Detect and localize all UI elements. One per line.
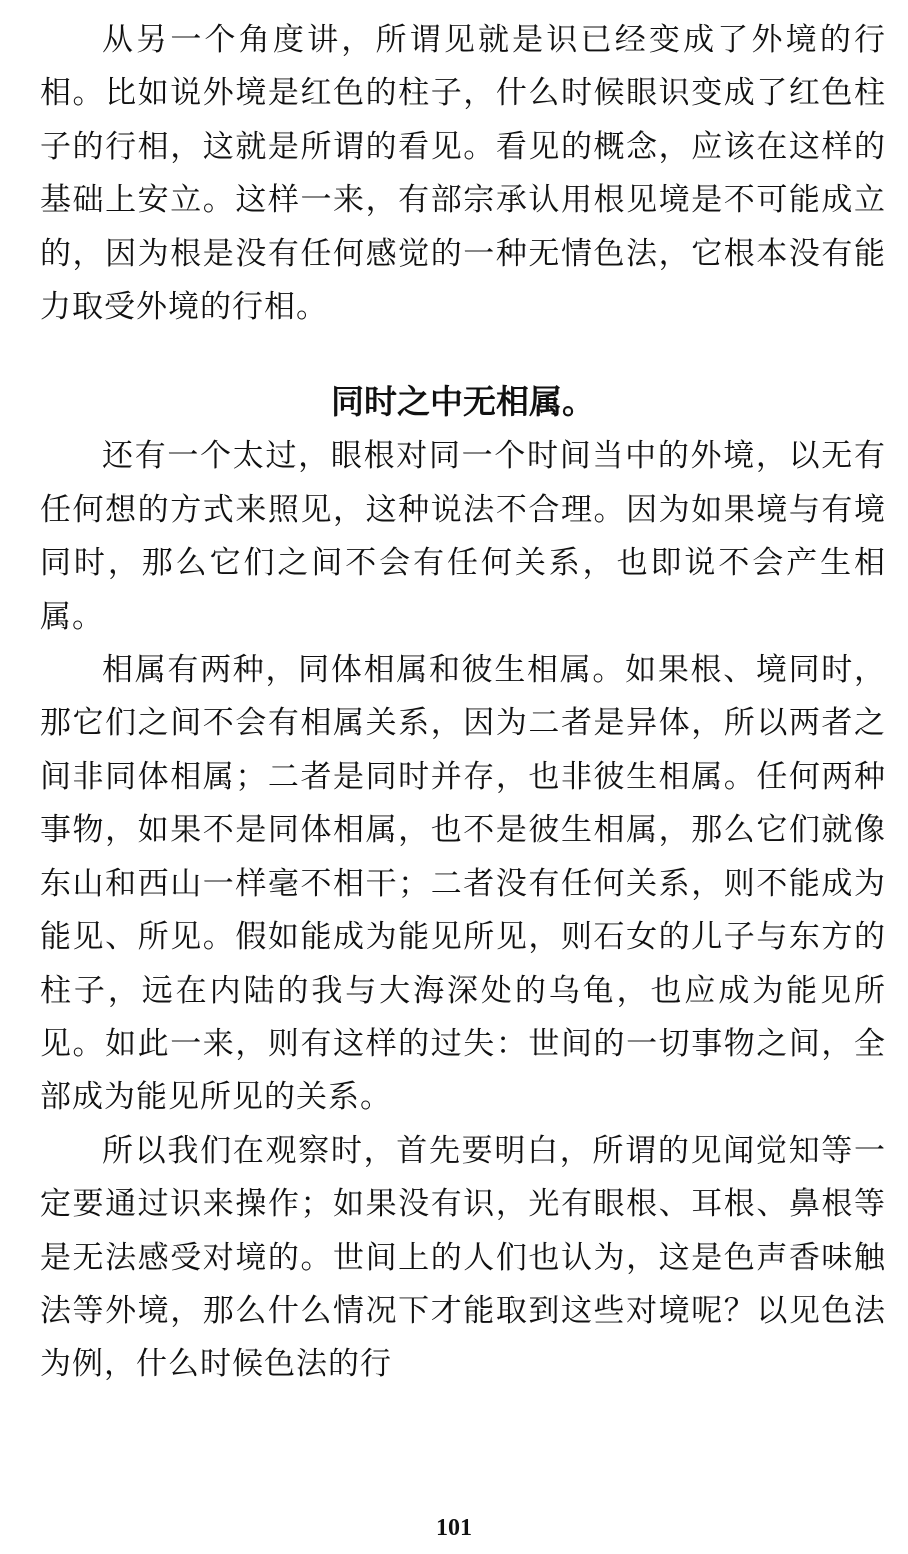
paragraph: 还有一个太过，眼根对同一个时间当中的外境，以无有任何想的方式来照见，这种说法不合理。因为如果境与有境同时，那么它们之间不会有任何关系，也即说不会产生相属。 (40, 438, 886, 635)
paragraph: 从另一个角度讲，所谓见就是识已经变成了外境的行相。比如说外境是红色的柱子，什么时候眼识变成了红色柱子的行相，这就是所谓的看见。看见的概念，应该在这样的基础上安立。这样一来，有部宗承认用根见境是不可能成立的，因为根是没有任何感觉的一种无情色法，它根本没有能力取受外境的行相。 (40, 22, 886, 326)
paragraph: 相属有两种，同体相属和彼生相属。如果根、境同时，那它们之间不会有相属关系，因为二者是异体，所以两者之间非同体相属；二者是同时并存，也非彼生相属。任何两种事物，如果不是同体相属，也不是彼生相属，那么它们就像东山和西山一样毫不相干；二者没有任何关系，则不能成为能见、所见。假如能成为能见所见，则石女的儿子与东方的柱子，远在内陆的我与大海深处的乌龟，也应成为能见所见。如此一来，则有这样的过失：世间的一切事物之间，全部成为能见所见的关系。 (40, 652, 886, 1116)
section-heading: 同时之中无相属。 (331, 382, 595, 422)
page-number: 101 (436, 1515, 472, 1541)
page-body (40, 14, 886, 1392)
paragraph: 所以我们在观察时，首先要明白，所谓的见闻觉知等一定要通过识来操作；如果没有识，光有眼根、耳根、鼻根等是无法感受对境的。世间上的人们也认为，这是色声香味触法等外境，那么什么情况下才能取到这些对境呢？以见色法为例，什么时候色法的行 (40, 1132, 886, 1383)
